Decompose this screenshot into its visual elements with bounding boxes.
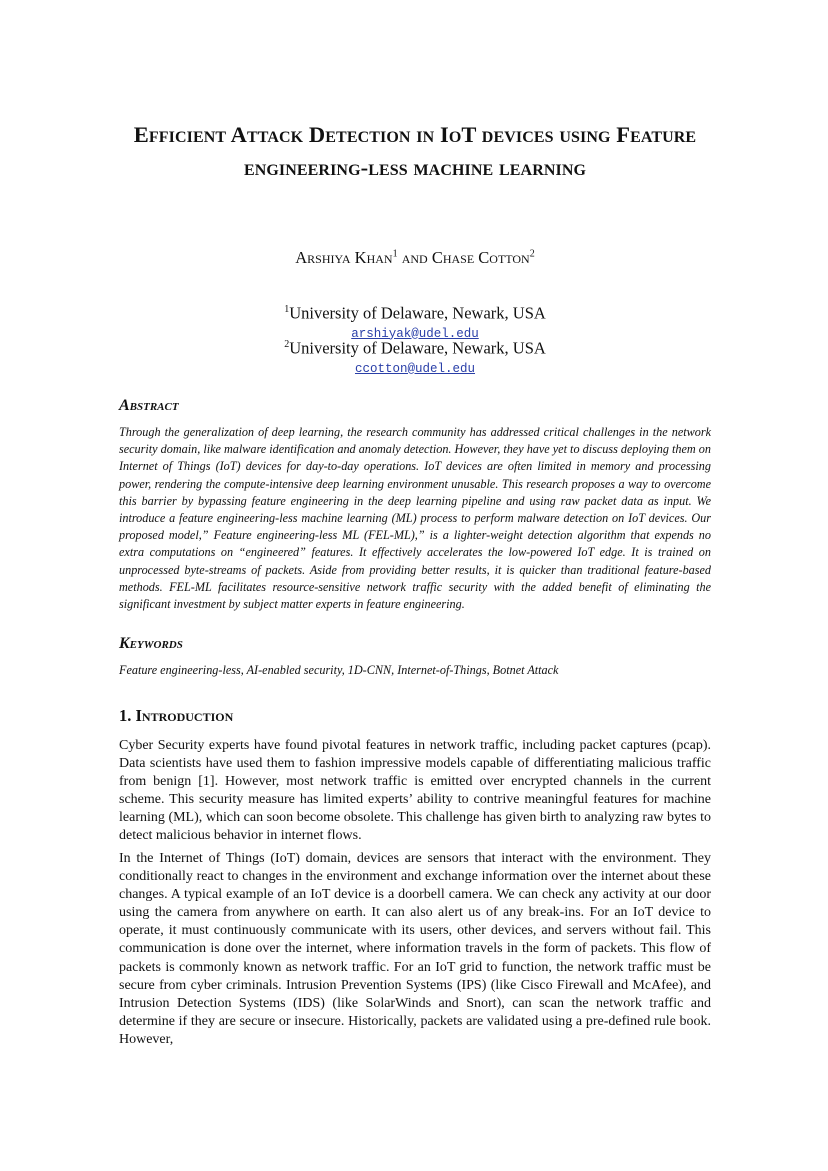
intro-paragraph-1: Cyber Security experts have found pivotal features in network traffic, including packet captures (pcap). Data scientists have used them to fashion impressive models capable of differentiating malicious traffic from benign [1]. However, most network traffic is emitted over encrypted channels in the current scheme. This security measure has limited experts’ ability to contrive meaningful features for machine learning (ML), which can soon become obsolete. This challenge has given birth to analyzing raw bytes to detect malicious behavior in internet flows. (119, 738, 711, 844)
keywords-heading: Keywords (119, 635, 183, 652)
email-link[interactable]: ccotton@udel.edu (354, 361, 476, 376)
abstract-text: Through the generalization of deep learning, the research community has addressed critical challenges in the network security domain, like malware identification and anomaly detection. However, they have yet to discuss deploying them on Internet of Things (IoT) devices for day-to-day operations. IoT devices are often limited in memory and processing power, rendering the compute-intensive deep learning environment unusable. This research proposes a way to overcome this barrier by bypassing feature engineering in the deep learning pipeline and using raw packet data as input. We introduce a feature engineering-less machine learning (ML) process to perform malware detection on IoT devices. Our proposed model,” Feature engineering-less ML (FEL-ML),” is a lighter-weight detection algorithm that expends no extra computations on “engineered” features. It effectively accelerates the low-powered IoT edge. It is trained on unprocessed byte-streams of packets. Aside from providing better results, it is quicker than traditional feature-based methods. FEL-ML facilitates resource-sensitive network traffic security with the added benefit of eliminating the significant investment by subject matter experts in feature engineering. (119, 425, 711, 612)
affiliation-superscript: 2 (284, 339, 290, 350)
author-superscript: 2 (529, 248, 535, 260)
paper-title: Efficient Attack Detection in IoT devices using Feature engineering-less machine learning (133, 122, 697, 180)
affiliation-name: University of Delaware, Newark, USA (289, 303, 546, 323)
abstract-heading: Abstract (119, 397, 179, 414)
author-conjunction: and (397, 248, 432, 267)
email-link[interactable]: arshiyak@udel.edu (351, 326, 479, 341)
author-superscript: 1 (392, 248, 398, 260)
affiliation-superscript: 1 (284, 304, 290, 315)
affiliation-name: University of Delaware, Newark, USA (289, 338, 546, 358)
keywords-text: Feature engineering-less, AI-enabled security, 1D-CNN, Internet-of-Things, Botnet Attack (119, 663, 559, 677)
affiliation-2 (119, 335, 711, 377)
author-name: Arshiya Khan (295, 248, 393, 267)
author-line (119, 248, 711, 268)
introduction-heading: 1. Introduction (119, 706, 234, 725)
intro-paragraph-2: In the Internet of Things (IoT) domain, devices are sensors that interact with the environment. They conditionally react to changes in the environment and exchange information over the internet about these changes. A typical example of an IoT device is a doorbell camera. We can check any activity at our door using the camera from anywhere on earth. It can also alert us of any break-ins. For an IoT device to operate, it must continuously communicate with its users, other devices, and servers without fail. This communication is done over the internet, where information travels in the form of packets. This flow of packets is commonly known as network traffic. For an IoT grid to function, the network traffic must be secure from cyber criminals. Intrusion Prevention Systems (IPS) (like Cisco Firewall and McAfee), and Intrusion Detection Systems (IDS) (like SolarWinds and Snort), can scan the network traffic and determine if they are secure or insecure. Historically, packets are validated using a pre-defined rule book. However, (119, 851, 711, 1047)
author-name: Chase Cotton (431, 248, 530, 267)
